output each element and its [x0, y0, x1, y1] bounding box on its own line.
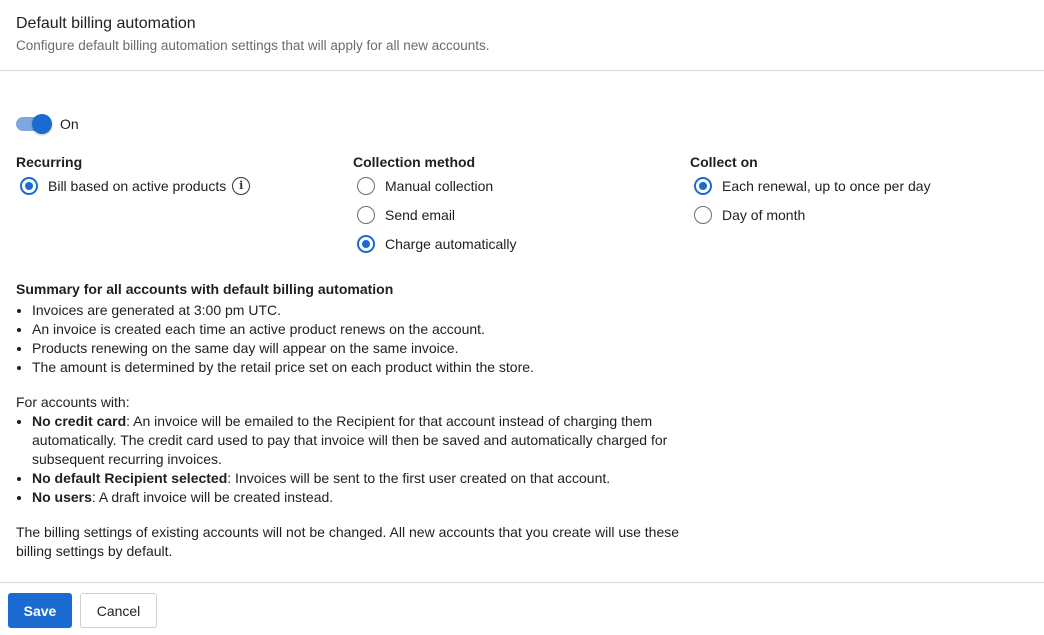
radio-button[interactable] — [357, 206, 375, 224]
collection-method-heading: Collection method — [353, 154, 476, 170]
account-cases-list — [16, 412, 696, 507]
accounts-intro: For accounts with: — [16, 394, 130, 410]
radio-label: Manual collection — [385, 177, 494, 194]
save-button[interactable]: Save — [8, 593, 72, 628]
automation-toggle-row — [16, 114, 79, 134]
radio-button[interactable] — [20, 177, 38, 195]
page-header — [0, 0, 1044, 71]
automation-toggle[interactable] — [16, 114, 52, 134]
radio-label: Send email — [385, 206, 456, 223]
list-item: • Invoices are generated at 3:00 pm UTC. — [32, 301, 696, 320]
summary-heading: Summary for all accounts with default billing automation — [16, 281, 394, 297]
radio-label: Day of month — [722, 206, 806, 223]
toggle-label: On — [60, 116, 79, 132]
radio-button[interactable] — [357, 177, 375, 195]
summary-section — [16, 280, 696, 561]
list-item: • The amount is determined by the retail price set on each product within the store. — [32, 358, 696, 377]
radio-send-email[interactable] — [357, 200, 517, 229]
radio-each-renewal[interactable] — [694, 171, 931, 200]
case-term: No users — [32, 489, 92, 505]
collect-on-section — [690, 153, 931, 229]
info-icon[interactable]: i — [232, 177, 250, 195]
recurring-section — [16, 153, 250, 200]
collection-method-section — [353, 153, 517, 258]
radio-label: Each renewal, up to once per day — [722, 177, 931, 194]
list-item — [32, 469, 696, 488]
form-footer — [0, 582, 1044, 635]
radio-bill-active-products[interactable] — [20, 171, 250, 200]
list-item — [32, 412, 696, 469]
closing-note: The billing settings of existing accounts will not be changed. All new accounts that you create will use these billing settings by default. — [16, 524, 680, 559]
radio-button[interactable] — [694, 177, 712, 195]
radio-label: Bill based on active products — [48, 177, 227, 194]
case-text: : An invoice will be emailed to the Recipient for that account instead of charging them automatically. The credit card used to pay that invoice will then be saved and automatically charged for subsequent recurring invoices. — [32, 413, 668, 467]
toggle-thumb — [32, 114, 52, 134]
case-text: : A draft invoice will be created instead. — [91, 489, 334, 505]
radio-manual-collection[interactable] — [357, 171, 517, 200]
list-item — [32, 488, 696, 507]
radio-charge-automatically[interactable] — [357, 229, 517, 258]
radio-day-of-month[interactable] — [694, 200, 931, 229]
page-subtitle: Configure default billing automation settings that will apply for all new accounts. — [16, 38, 490, 53]
case-term: No default Recipient selected — [32, 470, 228, 486]
case-term: No credit card — [32, 413, 127, 429]
list-item: • Products renewing on the same day will appear on the same invoice. — [32, 339, 696, 358]
collect-on-heading: Collect on — [690, 154, 758, 170]
radio-button[interactable] — [357, 235, 375, 253]
case-text: : Invoices will be sent to the first user created on that account. — [227, 470, 611, 486]
list-item: • An invoice is created each time an active product renews on the account. — [32, 320, 696, 339]
cancel-button[interactable]: Cancel — [80, 593, 157, 628]
radio-button[interactable] — [694, 206, 712, 224]
recurring-heading: Recurring — [16, 154, 83, 170]
radio-label: Charge automatically — [385, 235, 517, 252]
summary-list — [16, 301, 696, 377]
page-title: Default billing automation — [16, 15, 196, 32]
